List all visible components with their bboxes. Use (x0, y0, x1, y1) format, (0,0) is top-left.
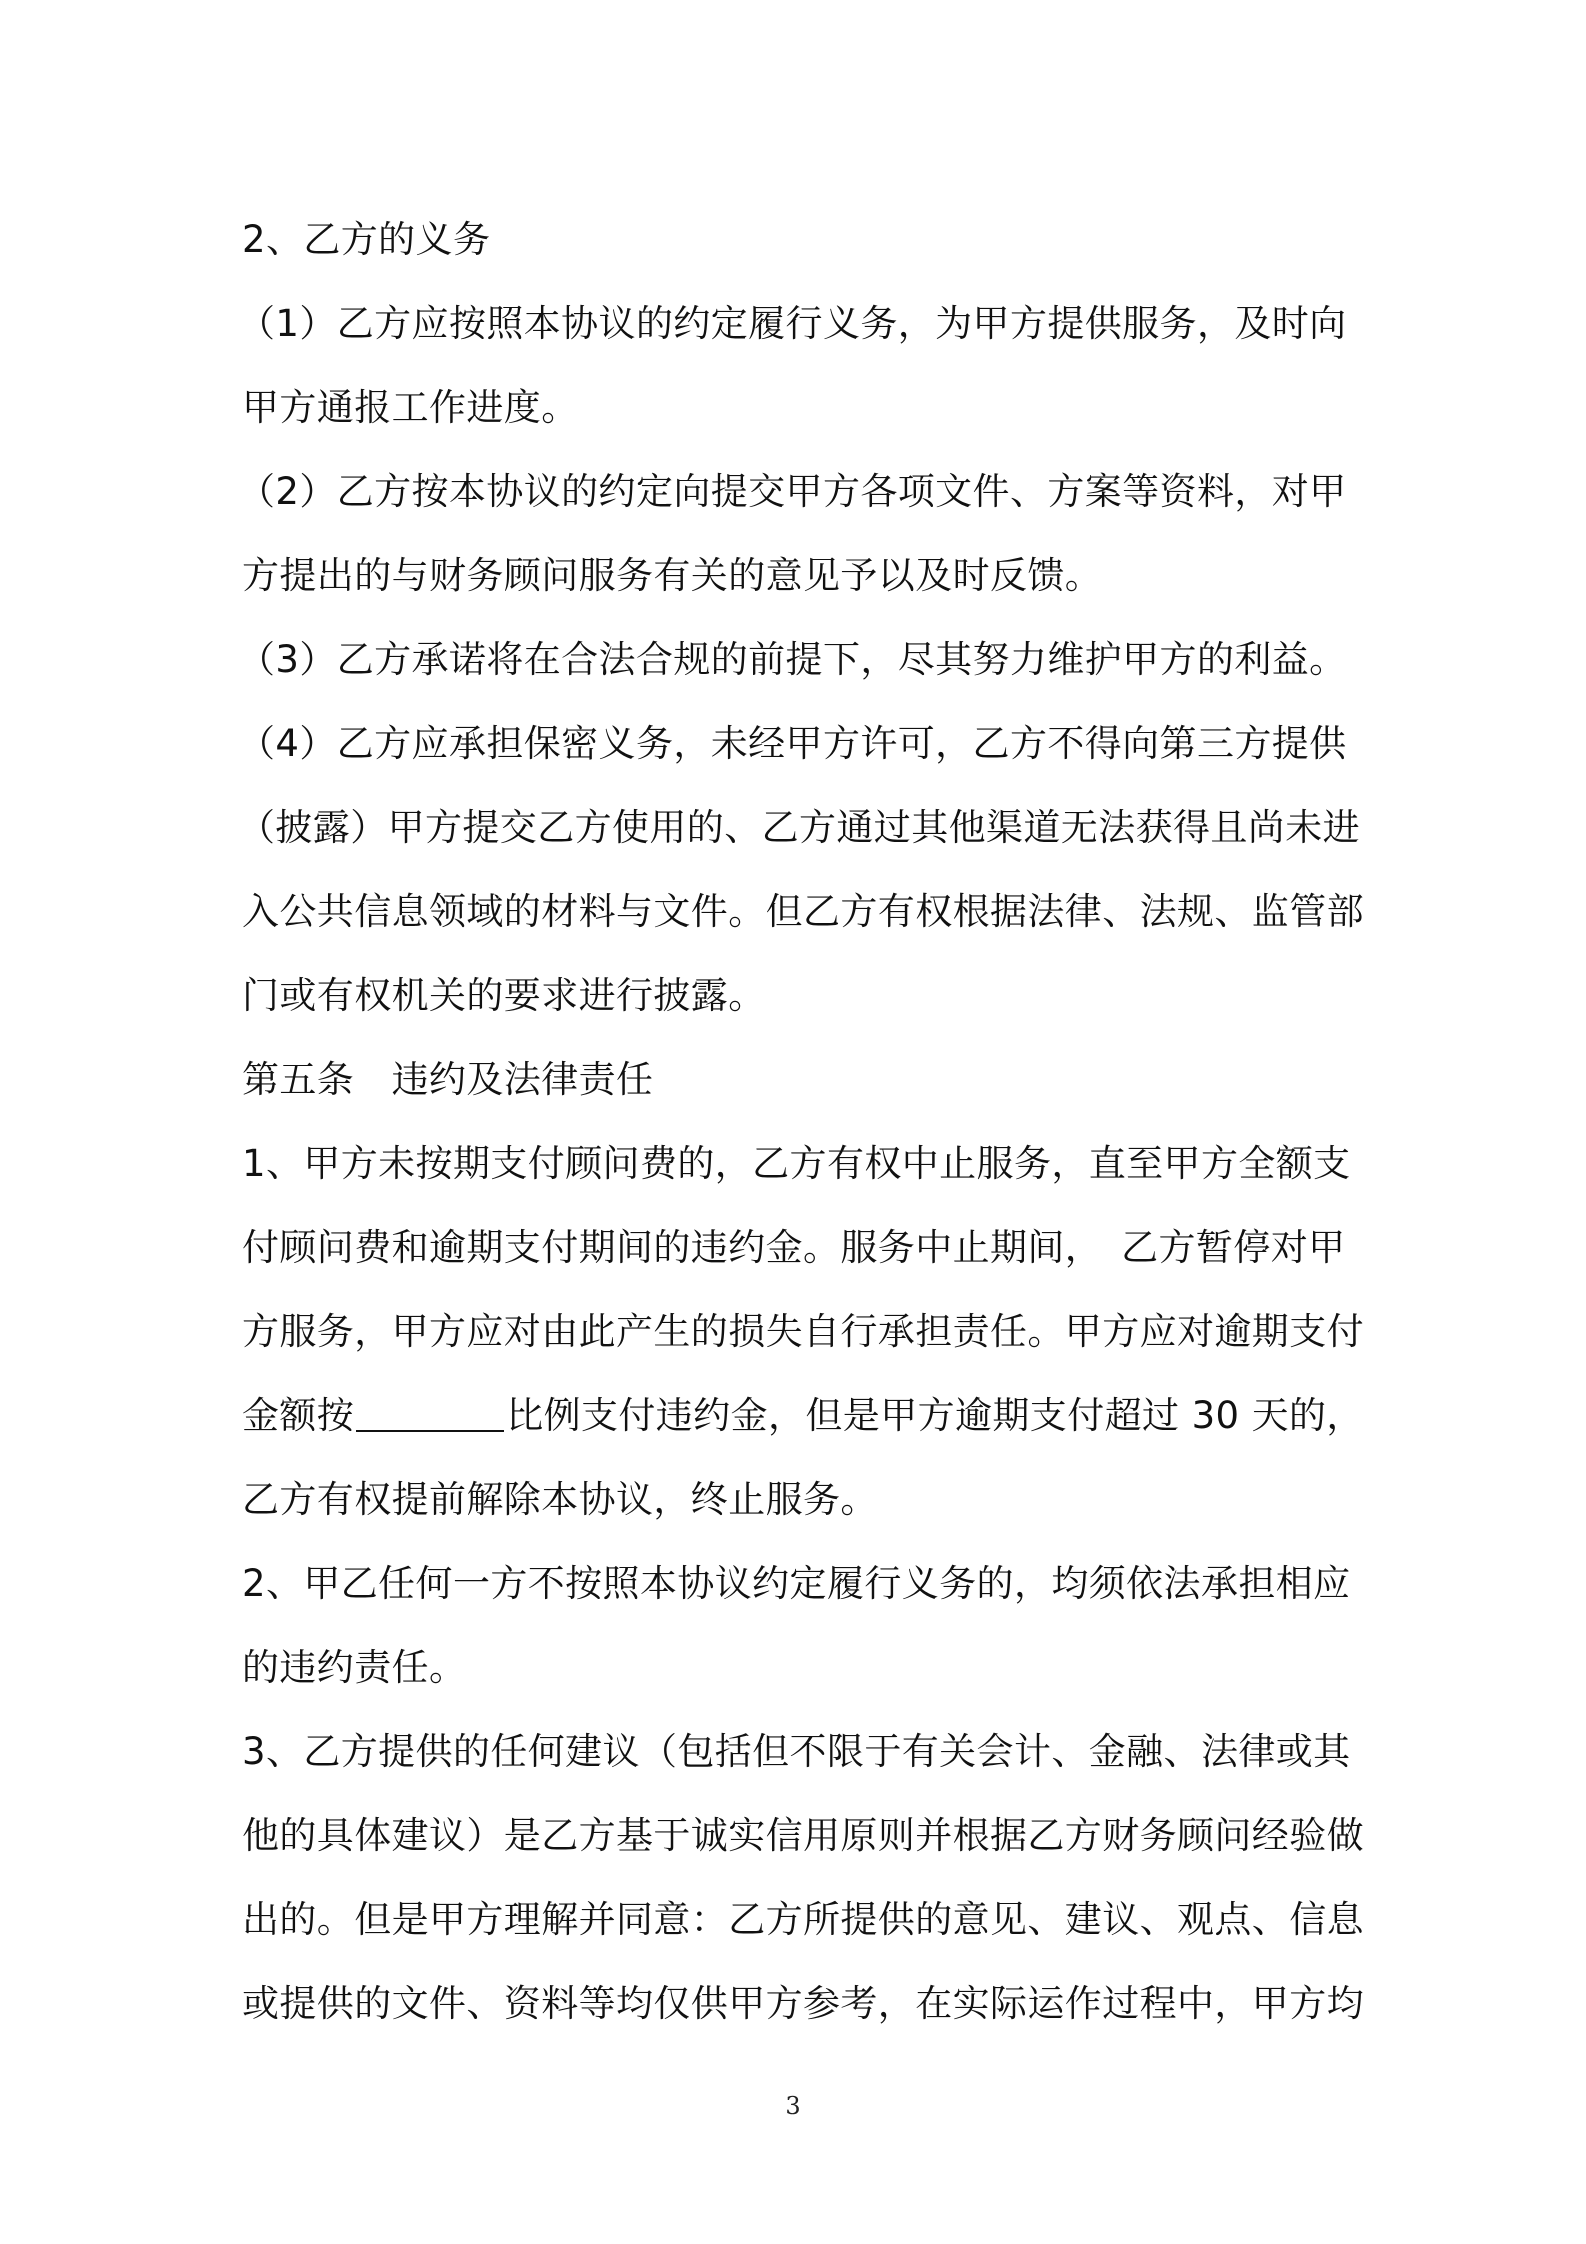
paragraph-line: 2、甲乙任何一方不按照本协议约定履行义务的，均须依法承担相应 (242, 1562, 1351, 1605)
paragraph-line: （4）乙方应承担保密义务，未经甲方许可，乙方不得向第三方提供 (238, 722, 1347, 765)
paragraph-line: （披露）甲方提交乙方使用的、乙方通过其他渠道无法获得且尚未进 (238, 806, 1360, 849)
paragraph-line: 甲方通报工作进度。 (242, 386, 579, 429)
paragraph-line: 乙方有权提前解除本协议，终止服务。 (242, 1478, 878, 1521)
fill-in-blank (356, 1396, 504, 1432)
paragraph-line: 或提供的文件、资料等均仅供甲方参考，在实际运作过程中，甲方均 (242, 1982, 1364, 2025)
paragraph-line: 3、乙方提供的任何建议（包括但不限于有关会计、金融、法律或其 (242, 1730, 1351, 1773)
blank-line-prefix: 金额按 (242, 1394, 355, 1437)
paragraph-line-with-blank (242, 1374, 1362, 1458)
paragraph-line: （3）乙方承诺将在合法合规的前提下，尽其努力维护甲方的利益。 (238, 638, 1347, 681)
paragraph-line: 入公共信息领域的材料与文件。但乙方有权根据法律、法规、监管部 (242, 890, 1364, 933)
document-body (238, 198, 1364, 2046)
section-heading-party-b-obligations: 2、乙方的义务 (242, 218, 491, 261)
paragraph-line: 门或有权机关的要求进行披露。 (242, 974, 766, 1017)
paragraph-line: 出的。但是甲方理解并同意：乙方所提供的意见、建议、观点、信息 (242, 1898, 1364, 1941)
paragraph-line: （2）乙方按本协议的约定向提交甲方各项文件、方案等资料，对甲 (238, 470, 1347, 513)
paragraph-line: 的违约责任。 (242, 1646, 467, 1689)
paragraph-line: 付顾问费和逾期支付期间的违约金。服务中止期间， 乙方暂停对甲 (242, 1226, 1346, 1269)
paragraph-line: 1、甲方未按期支付顾问费的，乙方有权中止服务，直至甲方全额支 (242, 1142, 1351, 1185)
paragraph-line: 方服务，甲方应对由此产生的损失自行承担责任。甲方应对逾期支付 (242, 1310, 1364, 1353)
page-number: 3 (785, 2092, 801, 2120)
paragraph-line: 方提出的与财务顾问服务有关的意见予以及时反馈。 (242, 554, 1103, 597)
blank-line-suffix: 比例支付违约金，但是甲方逾期支付超过 30 天的， (506, 1394, 1364, 1437)
paragraph-line: 他的具体建议）是乙方基于诚实信用原则并根据乙方财务顾问经验做 (242, 1814, 1364, 1857)
article-heading-breach-liability: 第五条 违约及法律责任 (242, 1058, 654, 1101)
paragraph-line: （1）乙方应按照本协议的约定履行义务，为甲方提供服务，及时向 (238, 302, 1347, 345)
